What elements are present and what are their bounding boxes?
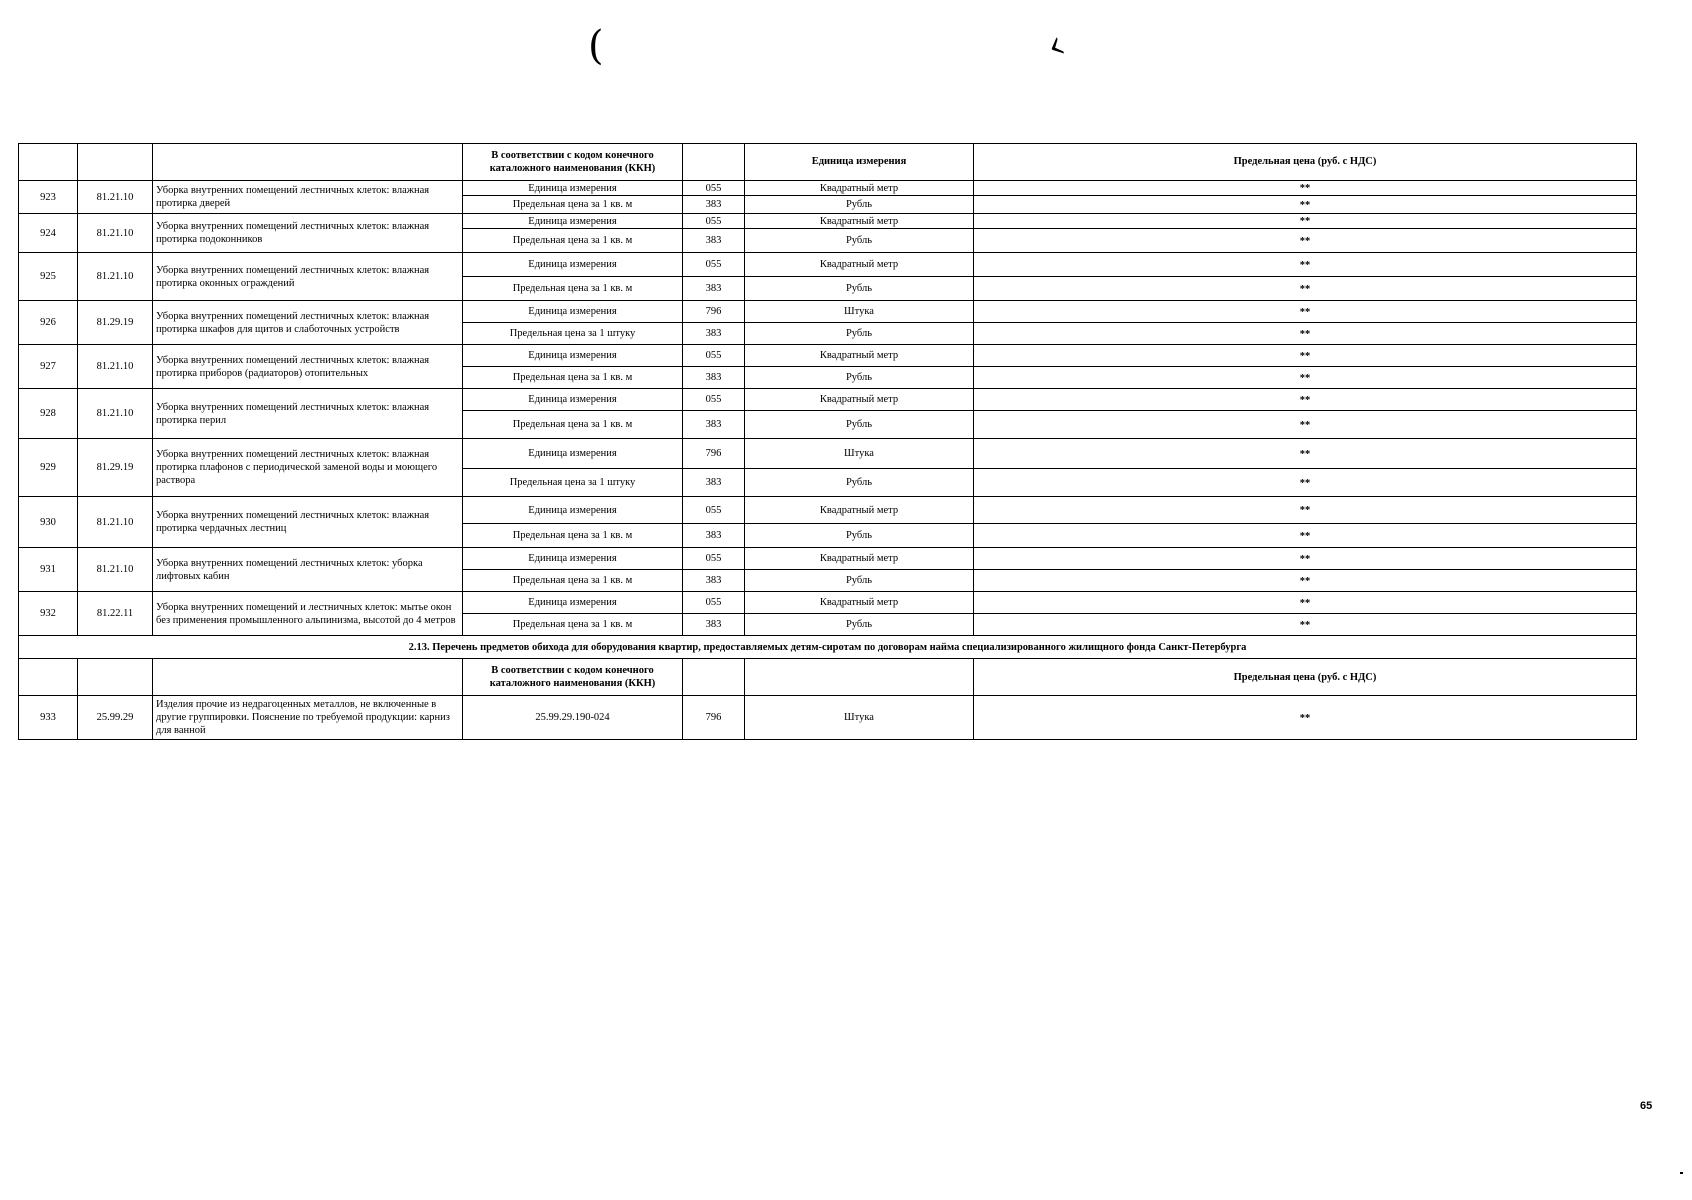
header-price-cell: Предельная цена (руб. с НДС) — [974, 659, 1637, 696]
header-empty-cell — [78, 659, 153, 696]
price-cell: ** — [974, 367, 1637, 389]
price-cell: ** — [974, 614, 1637, 636]
unit-name-cell: Квадратный метр — [745, 548, 974, 570]
unit-price-cell: ** — [974, 253, 1637, 277]
currency-code-cell: 383 — [683, 469, 745, 497]
currency-name-cell: Рубль — [745, 367, 974, 389]
item-name-cell: Уборка внутренних помещений лестничных клеток: влажная протирка шкафов для щитов и слаботочных устройств — [153, 301, 463, 345]
okpd-code-cell: 81.22.11 — [78, 592, 153, 636]
price-cell: ** — [974, 570, 1637, 592]
unit-row-label-cell: Единица измерения — [463, 181, 683, 196]
unit-name-cell: Квадратный метр — [745, 253, 974, 277]
header-empty-cell — [78, 144, 153, 181]
table-row — [19, 389, 1637, 411]
unit-code-cell: 055 — [683, 253, 745, 277]
item-name-cell: Уборка внутренних помещений лестничных клеток: влажная протирка перил — [153, 389, 463, 439]
table-row — [19, 696, 1637, 740]
currency-name-cell: Рубль — [745, 229, 974, 253]
unit-row-label-cell: Единица измерения — [463, 439, 683, 469]
unit-price-cell: ** — [974, 389, 1637, 411]
price-row-label-cell: Предельная цена за 1 штуку — [463, 323, 683, 345]
unit-price-cell: ** — [974, 301, 1637, 323]
okpd-code-cell: 81.21.10 — [78, 548, 153, 592]
item-name-cell: Уборка внутренних помещений лестничных клеток: влажная протирка чердачных лестниц — [153, 497, 463, 548]
row-number-cell: 925 — [19, 253, 78, 301]
currency-code-cell: 383 — [683, 277, 745, 301]
row-number-cell: 933 — [19, 696, 78, 740]
header-unit-cell: Единица измерения — [745, 144, 974, 181]
header-empty-cell — [153, 659, 463, 696]
header-empty-cell — [153, 144, 463, 181]
item-name-cell: Изделия прочие из недрагоценных металлов, не включенные в другие группировки. Пояснение по требуемой продукции: карниз для ванной — [153, 696, 463, 740]
unit-name-cell: Квадратный метр — [745, 497, 974, 524]
section-title-cell: 2.13. Перечень предметов обихода для оборудования квартир, предоставляемых детям-сиротам по договорам найма специализированного жилищного фонда Санкт-Петербурга — [19, 636, 1637, 659]
table-row — [19, 592, 1637, 614]
currency-name-cell: Рубль — [745, 570, 974, 592]
row-number-cell: 932 — [19, 592, 78, 636]
price-cell: ** — [974, 411, 1637, 439]
price-row-label-cell: Предельная цена за 1 кв. м — [463, 570, 683, 592]
row-number-cell: 929 — [19, 439, 78, 497]
header-price-cell: Предельная цена (руб. с НДС) — [974, 144, 1637, 181]
row-number-cell: 927 — [19, 345, 78, 389]
row-number-cell: 931 — [19, 548, 78, 592]
okpd-code-cell: 81.29.19 — [78, 439, 153, 497]
unit-price-cell: ** — [974, 548, 1637, 570]
section-title-row — [19, 636, 1637, 659]
header-empty-cell — [683, 144, 745, 181]
item-name-cell: Уборка внутренних помещений лестничных клеток: влажная протирка подоконников — [153, 214, 463, 253]
item-name-cell: Уборка внутренних помещений лестничных клеток: влажная протирка дверей — [153, 181, 463, 214]
table-row — [19, 497, 1637, 524]
price-row-label-cell: Предельная цена за 1 кв. м — [463, 367, 683, 389]
unit-row-label-cell: Единица измерения — [463, 345, 683, 367]
item-name-cell: Уборка внутренних помещений лестничных клеток: влажная протирка приборов (радиаторов) отопительных — [153, 345, 463, 389]
okpd-code-cell: 81.21.10 — [78, 253, 153, 301]
price-table — [18, 143, 1637, 740]
price-cell: ** — [974, 524, 1637, 548]
item-name-cell: Уборка внутренних помещений лестничных клеток: влажная протирка оконных ограждений — [153, 253, 463, 301]
unit-name-cell: Квадратный метр — [745, 214, 974, 229]
price-row-label-cell: Предельная цена за 1 штуку — [463, 469, 683, 497]
item-name-cell: Уборка внутренних помещений и лестничных клеток: мытье окон без применения промышленного альпинизма, высотой до 4 метров — [153, 592, 463, 636]
price-cell: ** — [974, 469, 1637, 497]
currency-name-cell: Рубль — [745, 411, 974, 439]
price-cell: ** — [974, 323, 1637, 345]
header-empty-cell — [683, 659, 745, 696]
price-row-label-cell: Предельная цена за 1 кв. м — [463, 196, 683, 214]
price-cell: ** — [974, 696, 1637, 740]
price-row-label-cell: Предельная цена за 1 кв. м — [463, 229, 683, 253]
currency-code-cell: 383 — [683, 367, 745, 389]
header-empty-cell — [19, 659, 78, 696]
table-row — [19, 253, 1637, 277]
unit-name-cell: Штука — [745, 439, 974, 469]
unit-name-cell: Квадратный метр — [745, 592, 974, 614]
table-row — [19, 345, 1637, 367]
okpd-code-cell: 81.21.10 — [78, 345, 153, 389]
item-name-cell: Уборка внутренних помещений лестничных клеток: уборка лифтовых кабин — [153, 548, 463, 592]
corner-mark — [1680, 1172, 1683, 1174]
section-header-row — [19, 659, 1637, 696]
price-cell: ** — [974, 277, 1637, 301]
okpd-code-cell: 81.21.10 — [78, 214, 153, 253]
price-cell: ** — [974, 196, 1637, 214]
header-kkn-cell: В соответствии с кодом конечного каталожного наименования (ККН) — [463, 144, 683, 181]
unit-row-label-cell: Единица измерения — [463, 497, 683, 524]
row-number-cell: 928 — [19, 389, 78, 439]
table-row — [19, 548, 1637, 570]
unit-code-cell: 055 — [683, 548, 745, 570]
unit-price-cell: ** — [974, 345, 1637, 367]
currency-name-cell: Рубль — [745, 196, 974, 214]
table-body — [19, 144, 1637, 740]
unit-code-cell: 796 — [683, 696, 745, 740]
currency-name-cell: Рубль — [745, 323, 974, 345]
unit-name-cell: Квадратный метр — [745, 181, 974, 196]
header-empty-cell — [19, 144, 78, 181]
unit-name-cell: Квадратный метр — [745, 345, 974, 367]
currency-name-cell: Рубль — [745, 469, 974, 497]
unit-row-label-cell: Единица измерения — [463, 214, 683, 229]
unit-code-cell: 055 — [683, 181, 745, 196]
price-cell: ** — [974, 229, 1637, 253]
unit-price-cell: ** — [974, 181, 1637, 196]
currency-name-cell: Рубль — [745, 614, 974, 636]
okpd-code-cell: 81.21.10 — [78, 389, 153, 439]
unit-row-label-cell: Единица измерения — [463, 389, 683, 411]
unit-code-cell: 055 — [683, 497, 745, 524]
unit-row-label-cell: Единица измерения — [463, 301, 683, 323]
okpd-code-cell: 81.21.10 — [78, 181, 153, 214]
price-row-label-cell: Предельная цена за 1 кв. м — [463, 411, 683, 439]
row-number-cell: 923 — [19, 181, 78, 214]
table-row — [19, 181, 1637, 196]
price-row-label-cell: Предельная цена за 1 кв. м — [463, 614, 683, 636]
unit-code-cell: 055 — [683, 214, 745, 229]
okpd-code-cell: 81.21.10 — [78, 497, 153, 548]
currency-code-cell: 383 — [683, 229, 745, 253]
okpd-code-cell: 25.99.29 — [78, 696, 153, 740]
unit-row-label-cell: Единица измерения — [463, 592, 683, 614]
unit-code-cell: 796 — [683, 439, 745, 469]
margin-mark-left: ( — [588, 23, 604, 69]
table-row — [19, 214, 1637, 229]
row-number-cell: 924 — [19, 214, 78, 253]
unit-price-cell: ** — [974, 592, 1637, 614]
currency-name-cell: Рубль — [745, 524, 974, 548]
table-row — [19, 301, 1637, 323]
currency-code-cell: 383 — [683, 323, 745, 345]
table-row — [19, 439, 1637, 469]
unit-code-cell: 796 — [683, 301, 745, 323]
unit-price-cell: ** — [974, 214, 1637, 229]
header-kkn-cell: В соответствии с кодом конечного каталожного наименования (ККН) — [463, 659, 683, 696]
unit-price-cell: ** — [974, 439, 1637, 469]
currency-code-cell: 383 — [683, 196, 745, 214]
row-number-cell: 930 — [19, 497, 78, 548]
unit-price-cell: ** — [974, 497, 1637, 524]
margin-mark-right: ‹ — [1039, 21, 1073, 71]
table-header-row — [19, 144, 1637, 181]
unit-row-label-cell: Единица измерения — [463, 548, 683, 570]
kkn-code-cell: 25.99.29.190-024 — [463, 696, 683, 740]
header-empty-cell — [745, 659, 974, 696]
currency-code-cell: 383 — [683, 570, 745, 592]
unit-name-cell: Штука — [745, 301, 974, 323]
okpd-code-cell: 81.29.19 — [78, 301, 153, 345]
row-number-cell: 926 — [19, 301, 78, 345]
unit-name-cell: Квадратный метр — [745, 389, 974, 411]
price-row-label-cell: Предельная цена за 1 кв. м — [463, 524, 683, 548]
price-row-label-cell: Предельная цена за 1 кв. м — [463, 277, 683, 301]
item-name-cell: Уборка внутренних помещений лестничных клеток: влажная протирка плафонов с периодической заменой воды и моющего раствора — [153, 439, 463, 497]
currency-code-cell: 383 — [683, 524, 745, 548]
unit-code-cell: 055 — [683, 389, 745, 411]
unit-code-cell: 055 — [683, 345, 745, 367]
unit-row-label-cell: Единица измерения — [463, 253, 683, 277]
page-number: 65 — [1640, 1100, 1653, 1112]
unit-code-cell: 055 — [683, 592, 745, 614]
currency-code-cell: 383 — [683, 411, 745, 439]
currency-code-cell: 383 — [683, 614, 745, 636]
currency-name-cell: Рубль — [745, 277, 974, 301]
unit-name-cell: Штука — [745, 696, 974, 740]
